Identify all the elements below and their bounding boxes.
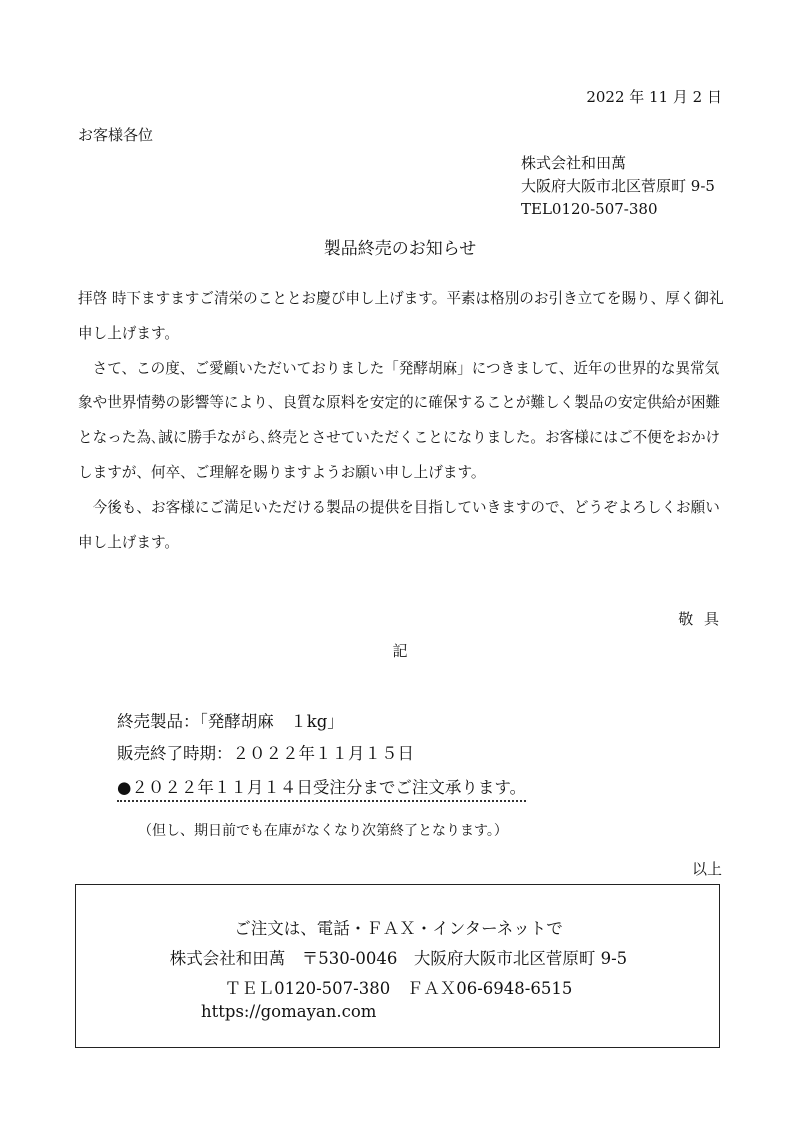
body-paragraph-1: 拝啓 時下ますますご清栄のこととお慶び申し上げます。平素は格別のお引き立てを賜り、厚く御礼申し上げます。 <box>78 290 724 342</box>
sales-end-date: 販売終了時期：２０２２年１１月１５日 <box>117 744 414 763</box>
recipient: お客様各位 <box>78 126 154 144</box>
discontinued-product: 終売製品：「発酵胡麻 １kg」 <box>117 712 344 731</box>
contact-phone-fax: ＴＥＬ0120-507-380 ＦＡＸ06-6948-6515 <box>224 979 573 998</box>
contact-intro: ご注文は、電話・ＦＡＸ・インターネットで <box>234 919 563 938</box>
contact-box <box>75 884 720 1048</box>
sender-tel: TEL0120-507-380 <box>521 200 658 218</box>
letter-date: 2022 年 11 月 2 日 <box>586 88 722 106</box>
ijou-closing: 以上 <box>691 860 722 878</box>
ki-heading: 記 <box>392 642 408 660</box>
sender-address: 大阪府大阪市北区菅原町 9-5 <box>521 177 715 195</box>
sender-block <box>521 152 715 221</box>
closing-keigu: 敬 具 <box>678 610 722 628</box>
letter-title: 製品終売のお知らせ <box>323 239 477 259</box>
body-paragraph-3: 今後も、お客様にご満足いただける製品の提供を目指していきますので、どうぞよろしくお願い申し上げます。 <box>78 498 720 551</box>
sender-company: 株式会社和田萬 <box>521 154 627 172</box>
letter-body <box>78 282 728 560</box>
stock-note: （但し、期日前でも在庫がなくなり次第終了となります。） <box>138 823 508 839</box>
contact-company-address: 株式会社和田萬 〒530-0046 大阪府大阪市北区菅原町 9-5 <box>169 949 628 968</box>
order-deadline: ●２０２２年１１月１４日受注分までご注文承ります。 <box>117 774 526 802</box>
contact-website-link[interactable]: https://gomayan.com <box>201 1002 377 1021</box>
body-paragraph-2: さて、この度、ご愛顧いただいておりました「発酵胡麻」につきまして、近年の世界的な異常気象や世界情勢の影響等により、良質な原料を安定的に確保することが難しく製品の安定供給が困難となった為､誠に勝手ながら､終売とさせていただくことになりました。お客様にはご不便をおかけしますが、何卒、ご理解を賜りますようお願い申し上げます。 <box>78 359 721 481</box>
